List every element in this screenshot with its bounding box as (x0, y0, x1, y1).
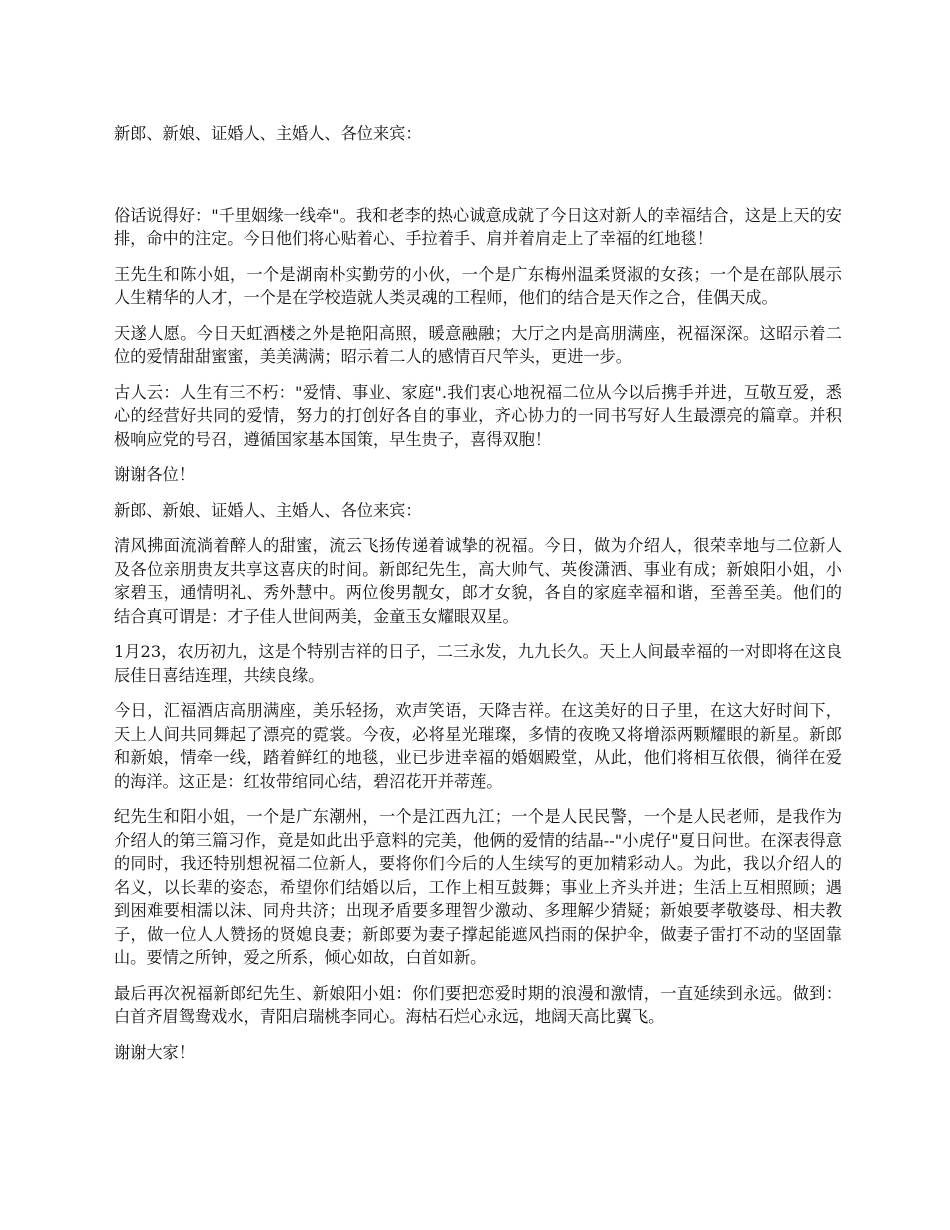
body-paragraph: 1月23，农历初九，这是个特别吉祥的日子，二三永发，九九长久。天上人间最幸福的一对即将在这良辰佳日喜结连理，共续良缘。 (114, 642, 842, 685)
body-paragraph: 纪先生和阳小姐，一个是广东潮州，一个是江西九江；一个是人民民警，一个是人民老师，是我作为介绍人的第三篇习作，竟是如此出乎意料的完美，他俩的爱情的结晶--"小虎仔"夏日问世。在深表得意的同时，我还特别想祝福二位新人，要将你们今后的人生续写的更加精彩动人。为此，我以介绍人的名义，以长辈的姿态，希望你们结婚以后，工作上相互鼓舞；事业上齐头并进；生活上互相照顾；遇到困难要相濡以沫、同舟共济；出现矛盾要多理智少激动、多理解少猜疑；新娘要孝敬婆母、相夫教子，做一位人人赞扬的贤媳良妻；新郎要为妻子撑起能遮风挡雨的保护伞，做妻子雷打不动的坚固靠山。要情之所钟，爱之所系，倾心如故，白首如新。 (114, 807, 842, 967)
body-paragraph: 今日，汇福酒店高朋满座，美乐轻扬，欢声笑语，天降吉祥。在这美好的日子里，在这大好时间下，天上人间共同舞起了漂亮的霓裳。今夜，必将星光璀璨，多情的夜晚又将增添两颗耀眼的新星。新郎和新娘，情牵一线，踏着鲜红的地毯，业已步进幸福的婚姻殿堂，从此，他们将相互依偎，徜徉在爱的海洋。这正是：红妆带绾同心结，碧沼花开并蒂莲。 (114, 701, 842, 791)
body-paragraph: 俗话说得好："千里姻缘一线牵"。我和老李的热心诚意成就了今日这对新人的幸福结合，这是上天的安排，命中的注定。今日他们将心贴着心、手拉着手、肩并着肩走上了幸福的红地毯！ (114, 205, 842, 248)
greeting-paragraph: 新郎、新娘、证婚人、主婚人、各位来宾： (114, 500, 422, 520)
closing-paragraph: 谢谢大家！ (114, 1042, 195, 1062)
greeting-paragraph: 新郎、新娘、证婚人、主婚人、各位来宾： (114, 124, 422, 143)
closing-paragraph: 谢谢各位！ (114, 465, 195, 484)
body-paragraph: 清风拂面流淌着醉人的甜蜜，流云飞扬传递着诚挚的祝福。今日，做为介绍人，很荣幸地与二位新人及各位亲朋贵友共享这喜庆的时间。新郎纪先生，高大帅气、英俊潇洒、事业有成；新娘阳小姐，小家碧玉，通情明礼、秀外慧中。两位俊男靓女，郎才女貌，各自的家庭幸福和谐，至善至美。他们的结合真可谓是：才子佳人世间两美，金童玉女耀眼双星。 (114, 536, 842, 626)
body-paragraph: 最后再次祝福新郎纪先生、新娘阳小姐：你们要把恋爱时期的浪漫和激情，一直延续到永远。做到：白首齐眉鸳鸯戏水，青阳启瑞桃李同心。海枯石烂心永远，地阔天高比翼飞。 (114, 983, 842, 1026)
document-body (114, 122, 842, 1076)
body-paragraph: 王先生和陈小姐，一个是湖南朴实勤劳的小伙，一个是广东梅州温柔贤淑的女孩；一个是在部队展示人生精华的人才，一个是在学校造就人类灵魂的工程师，他们的结合是天作之合，佳偶天成。 (114, 264, 842, 307)
body-paragraph: 天遂人愿。今日天虹酒楼之外是艳阳高照，暖意融融；大厅之内是高朋满座，祝福深深。这昭示着二位的爱情甜甜蜜蜜，美美满满；昭示着二人的感情百尺竿头，更进一步。 (114, 323, 842, 366)
body-paragraph: 古人云：人生有三不朽："爱情、事业、家庭".我们衷心地祝福二位从今以后携手并进，互敬互爱，悉心的经营好共同的爱情，努力的打创好各自的事业，齐心协力的一同书写好人生最漂亮的篇章。并积极响应党的号召，遵循国家基本国策，早生贵子，喜得双胞！ (114, 382, 842, 449)
